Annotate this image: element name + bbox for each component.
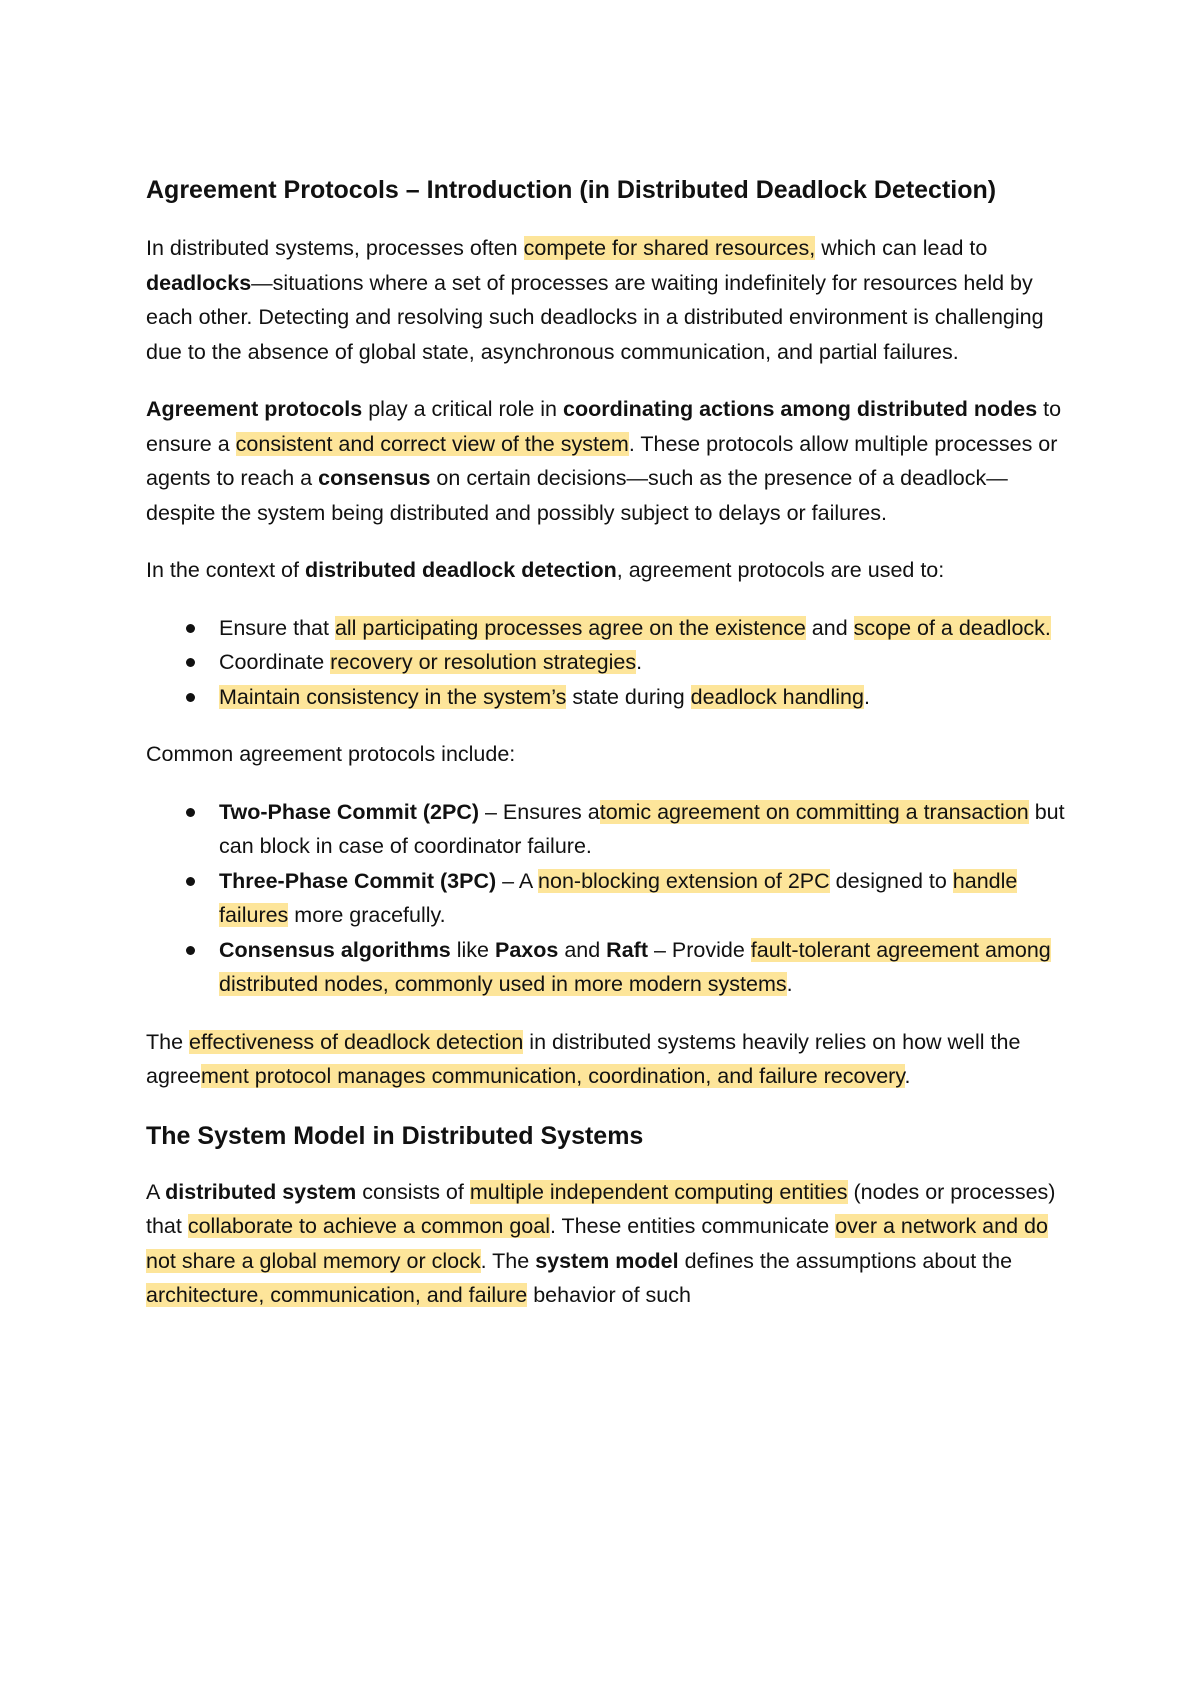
text-run: . xyxy=(636,650,643,674)
bold-text: Two-Phase Commit (2PC) xyxy=(219,799,480,824)
highlighted-text: deadlock handling xyxy=(690,684,864,709)
section-heading-system-model: The System Model in Distributed Systems xyxy=(146,1121,644,1150)
text-run: . xyxy=(863,684,870,709)
context-paragraph xyxy=(146,553,1066,588)
text-run: , agreement protocols are used to: xyxy=(616,558,945,582)
agreement-protocols-paragraph xyxy=(146,392,1066,530)
text-run: to ensure a xyxy=(146,397,1062,456)
list-item xyxy=(146,611,1066,646)
bold-text: distributed system xyxy=(165,1179,357,1204)
highlighted-text: effectiveness of deadlock detection xyxy=(189,1029,524,1054)
text-run: —situations where a set of processes are waiting indefinitely for resources held by each other. Detecting and resolving such deadlocks in a distributed environment is challenging due to the absence of global state, asynchronous communication, and partial failures. xyxy=(146,270,1044,364)
highlighted-text: tomic agreement on committing a transaction xyxy=(599,799,1029,824)
text-run: . xyxy=(904,1064,911,1088)
text-run: which can lead to xyxy=(815,236,988,260)
text-run: (nodes or processes) that xyxy=(146,1179,1056,1238)
highlighted-text: all participating processes agree on the existence xyxy=(334,615,806,640)
text-run: defines the assumptions about the xyxy=(678,1248,1013,1273)
bold-text: coordinating actions among distributed nodes xyxy=(562,397,1038,421)
highlighted-text: ment protocol manages communication, coordination, and failure recovery xyxy=(201,1064,905,1088)
bold-text: Raft xyxy=(606,937,648,962)
list-item xyxy=(146,680,1066,715)
system-model-paragraph xyxy=(146,1175,1066,1313)
bold-text: deadlocks xyxy=(146,270,252,295)
text-run: behavior of such xyxy=(527,1283,691,1307)
bold-text: Consensus algorithms xyxy=(219,937,451,962)
text-run: state during xyxy=(566,684,691,709)
text-run: more gracefully. xyxy=(288,903,446,927)
highlighted-text: over a network and do not share a global memory or clock xyxy=(146,1214,1048,1273)
intro-paragraph xyxy=(146,231,1066,369)
text-run: . xyxy=(786,972,793,996)
highlighted-text: Maintain consistency in the system’s xyxy=(219,684,567,709)
bold-text: Paxos xyxy=(494,937,559,962)
text-run: designed to xyxy=(829,868,953,893)
bold-text: Agreement protocols xyxy=(146,397,363,421)
document-body xyxy=(146,170,1066,1336)
highlighted-text: recovery or resolution strategies xyxy=(330,650,637,674)
highlighted-text: non-blocking extension of 2PC xyxy=(538,868,830,893)
highlighted-text: multiple independent computing entities xyxy=(469,1179,848,1204)
highlighted-text: scope of a deadlock. xyxy=(853,615,1051,640)
highlighted-text: handle failures xyxy=(219,868,1018,927)
uses-list xyxy=(146,611,1066,715)
effectiveness-paragraph xyxy=(146,1025,1066,1094)
text-run: – Ensures a xyxy=(479,799,600,824)
text-run: A xyxy=(146,1179,166,1204)
text-run: but can block in case of coordinator failure. xyxy=(219,799,1065,858)
text-run: . These protocols allow multiple processes or agents to reach a xyxy=(146,431,1058,490)
text-run: like xyxy=(450,937,495,962)
highlighted-text: collaborate to achieve a common goal xyxy=(187,1214,550,1238)
text-run: Ensure that xyxy=(219,615,335,640)
bold-text: Three-Phase Commit (3PC) xyxy=(219,868,497,893)
text-run: and xyxy=(558,937,607,962)
text-run: in distributed systems heavily relies on how well the agree xyxy=(146,1029,1021,1088)
text-run: and xyxy=(805,615,854,640)
list-item xyxy=(146,864,1066,933)
highlighted-text: fault-tolerant agreement among distributed nodes, commonly used in more modern systems xyxy=(219,937,1051,996)
highlighted-text: consistent and correct view of the system xyxy=(235,431,629,456)
list-item xyxy=(146,795,1066,864)
highlighted-text: compete for shared resources, xyxy=(523,236,816,260)
bold-text: system model xyxy=(535,1248,679,1273)
highlighted-text: architecture, communication, and failure xyxy=(146,1283,528,1307)
text-run: In distributed systems, processes often xyxy=(146,236,524,260)
text-run: Common agreement protocols include: xyxy=(146,742,516,766)
text-run: . These entities communicate xyxy=(549,1214,836,1238)
text-run: In the context of xyxy=(146,558,305,582)
text-run: – Provide xyxy=(647,937,751,962)
text-run: consists of xyxy=(356,1179,470,1204)
text-run: Coordinate xyxy=(219,650,331,674)
bold-text: consensus xyxy=(318,466,431,490)
list-item xyxy=(146,933,1066,1002)
text-run: The xyxy=(146,1029,190,1054)
document-title: Agreement Protocols – Introduction (in Distributed Deadlock Detection) xyxy=(146,176,997,204)
text-run: – A xyxy=(496,868,539,893)
common-protocols-paragraph xyxy=(146,737,1066,772)
text-run: on certain decisions—such as the presence of a deadlock—despite the system being distributed and possibly subject to delays or failures. xyxy=(146,466,1008,525)
text-run: play a critical role in xyxy=(362,397,563,421)
bold-text: distributed deadlock detection xyxy=(304,558,617,582)
list-item xyxy=(146,645,1066,680)
protocols-list xyxy=(146,795,1066,1002)
text-run: . The xyxy=(480,1248,536,1273)
